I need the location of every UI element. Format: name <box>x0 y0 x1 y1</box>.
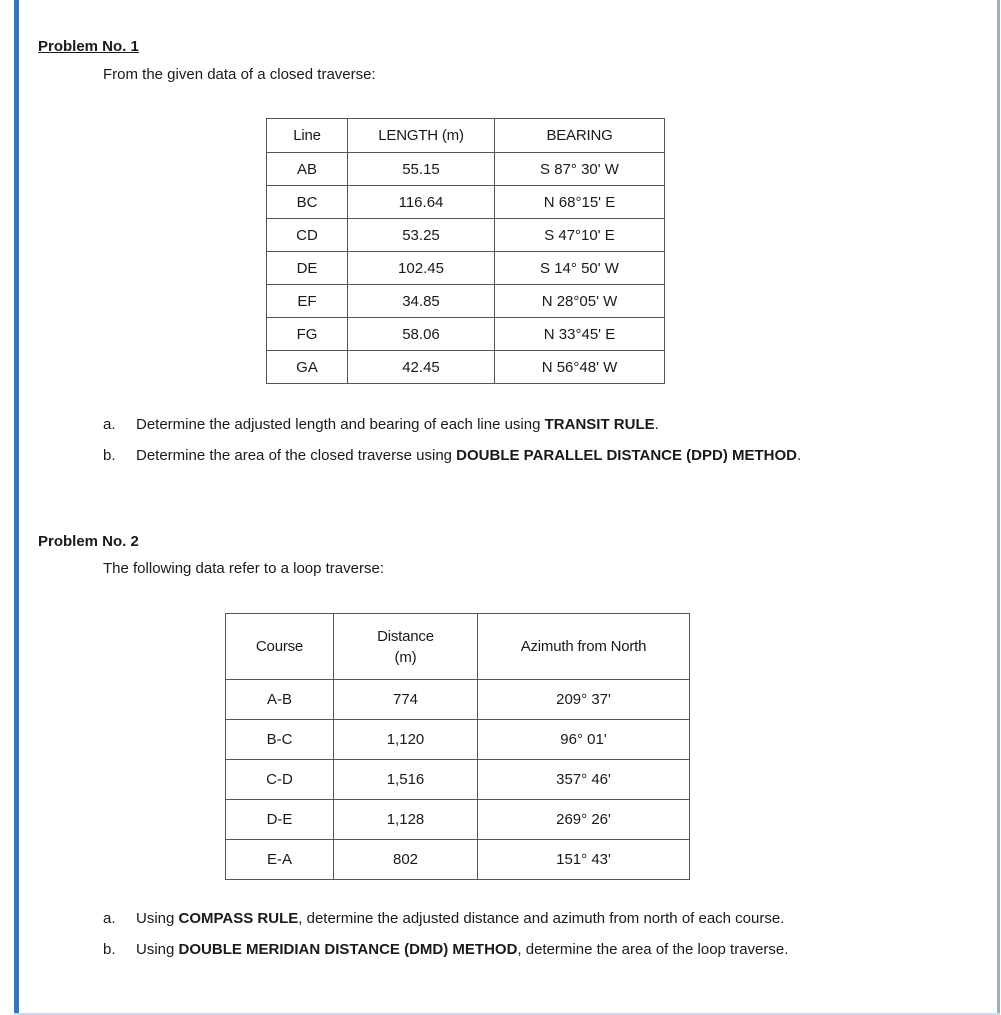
cell-line: AB <box>267 153 348 186</box>
table-row <box>226 680 690 720</box>
problem2-heading: Problem No. 2 <box>38 533 139 550</box>
header-distance-label: Distance <box>377 627 434 645</box>
item-method: COMPASS RULE <box>178 910 299 927</box>
loop-traverse-table <box>225 613 690 880</box>
cell-bearing: N 68°15' E <box>495 186 665 219</box>
problem2-intro: The following data refer to a loop traverse: <box>103 560 384 577</box>
cell-azimuth: 269° 26' <box>478 800 690 840</box>
cell-distance: 774 <box>334 680 478 720</box>
item-method: DOUBLE PARALLEL DISTANCE (DPD) METHOD <box>456 447 797 464</box>
header-course: Course <box>226 614 334 680</box>
cell-azimuth: 209° 37' <box>478 680 690 720</box>
problem1-heading: Problem No. 1 <box>38 38 139 55</box>
cell-bearing: S 14° 50' W <box>495 252 665 285</box>
cell-length: 34.85 <box>348 285 495 318</box>
item-label: b. <box>103 941 116 958</box>
table-row <box>267 252 665 285</box>
cell-course: A-B <box>226 680 334 720</box>
table-row <box>226 800 690 840</box>
header-bearing: BEARING <box>495 119 665 153</box>
cell-azimuth: 151° 43' <box>478 840 690 880</box>
page-border-left <box>14 0 19 1015</box>
header-azimuth: Azimuth from North <box>478 614 690 680</box>
cell-bearing: S 87° 30' W <box>495 153 665 186</box>
table-row <box>267 219 665 252</box>
cell-distance: 802 <box>334 840 478 880</box>
table-row <box>267 318 665 351</box>
table-row <box>267 285 665 318</box>
item-method: TRANSIT RULE <box>544 416 655 433</box>
problem1-item-b <box>103 447 801 464</box>
cell-length: 53.25 <box>348 219 495 252</box>
item-text-end: . <box>797 447 802 464</box>
header-length: LENGTH (m) <box>348 119 495 153</box>
problem2-item-a <box>103 910 784 927</box>
item-text-end: , determine the area of the loop traverse. <box>517 941 789 958</box>
page-border-right <box>997 0 1000 1015</box>
cell-line: DE <box>267 252 348 285</box>
problem2-item-b <box>103 941 788 958</box>
header-distance-unit: (m) <box>394 648 417 666</box>
cell-course: D-E <box>226 800 334 840</box>
item-text: Determine the area of the closed traverse using <box>136 447 457 464</box>
cell-bearing: N 56°48' W <box>495 351 665 384</box>
item-text-end: , determine the adjusted distance and azimuth from north of each course. <box>298 910 785 927</box>
cell-length: 116.64 <box>348 186 495 219</box>
item-label: b. <box>103 447 116 464</box>
cell-line: BC <box>267 186 348 219</box>
table-row <box>267 186 665 219</box>
cell-bearing: S 47°10' E <box>495 219 665 252</box>
cell-length: 55.15 <box>348 153 495 186</box>
cell-line: CD <box>267 219 348 252</box>
cell-line: EF <box>267 285 348 318</box>
cell-bearing: N 28°05' W <box>495 285 665 318</box>
cell-azimuth: 96° 01' <box>478 720 690 760</box>
item-text-end: . <box>654 416 659 433</box>
item-method: DOUBLE MERIDIAN DISTANCE (DMD) METHOD <box>178 941 518 958</box>
header-distance <box>334 614 478 680</box>
item-text: Determine the adjusted length and bearing of each line using <box>136 416 545 433</box>
problem1-intro: From the given data of a closed traverse: <box>103 66 376 83</box>
cell-azimuth: 357° 46' <box>478 760 690 800</box>
cell-line: FG <box>267 318 348 351</box>
table-row <box>226 720 690 760</box>
table-row <box>267 153 665 186</box>
table-row <box>226 760 690 800</box>
cell-length: 58.06 <box>348 318 495 351</box>
cell-length: 42.45 <box>348 351 495 384</box>
cell-length: 102.45 <box>348 252 495 285</box>
item-label: a. <box>103 910 116 927</box>
table-header-row <box>267 119 665 153</box>
cell-line: GA <box>267 351 348 384</box>
traverse-table <box>266 118 665 384</box>
table-row <box>267 351 665 384</box>
item-text: Using <box>136 941 179 958</box>
cell-distance: 1,120 <box>334 720 478 760</box>
item-label: a. <box>103 416 116 433</box>
cell-course: E-A <box>226 840 334 880</box>
table-row <box>226 840 690 880</box>
cell-course: C-D <box>226 760 334 800</box>
problem1-item-a <box>103 416 659 433</box>
item-text: Using <box>136 910 179 927</box>
cell-distance: 1,516 <box>334 760 478 800</box>
cell-distance: 1,128 <box>334 800 478 840</box>
header-line: Line <box>267 119 348 153</box>
cell-bearing: N 33°45' E <box>495 318 665 351</box>
cell-course: B-C <box>226 720 334 760</box>
table-header-row <box>226 614 690 680</box>
